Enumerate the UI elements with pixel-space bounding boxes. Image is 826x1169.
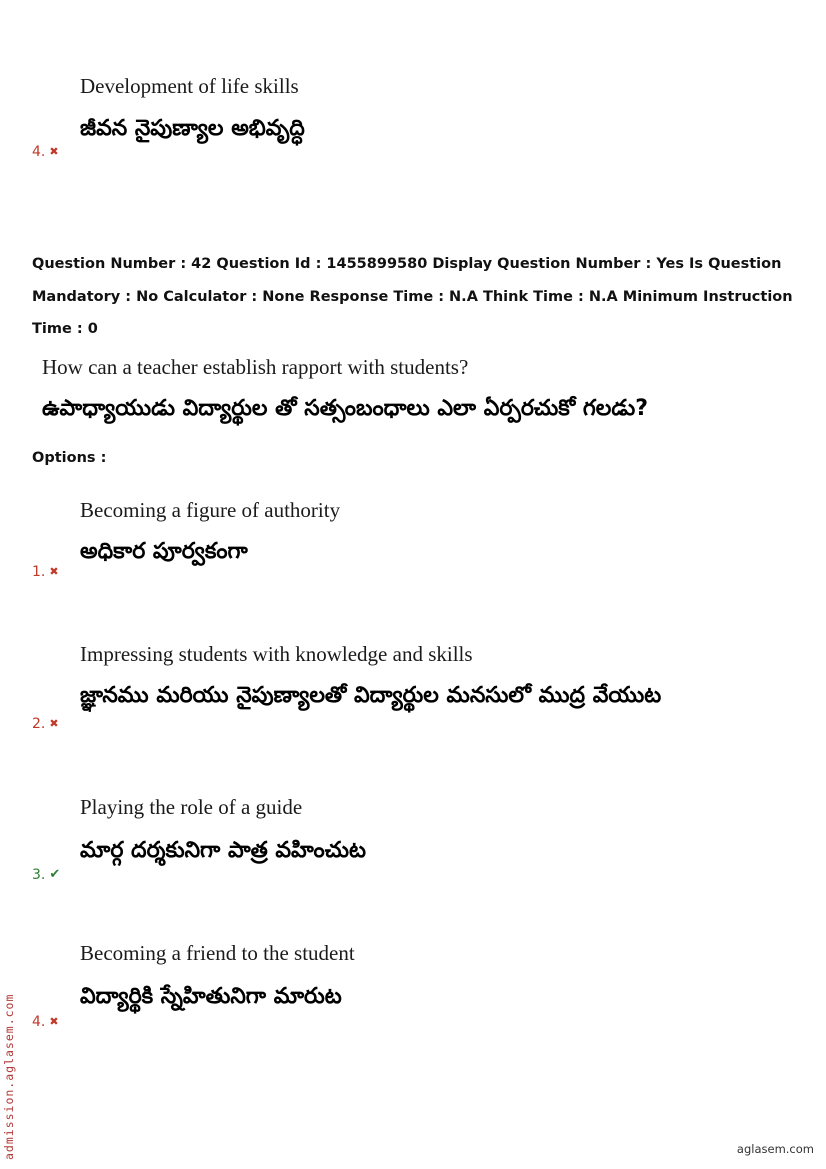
option-4-number-label: 4.	[32, 1014, 46, 1030]
prev-option-number	[32, 144, 59, 160]
cross-icon: ✖	[49, 1015, 59, 1028]
cross-icon: ✖	[49, 565, 59, 578]
prev-option-telugu: జీవన నైపుణ్యాల అభివృద్ధి	[80, 116, 305, 141]
option-3-telugu: మార్గ దర్శకునిగా పాత్ర వహించుట	[80, 838, 367, 863]
option-1-number	[32, 564, 59, 580]
option-2-english: Impressing students with knowledge and skills	[80, 642, 473, 666]
option-4-number	[32, 1014, 59, 1030]
option-4-english: Becoming a friend to the student	[80, 941, 355, 965]
question-telugu: ఉపాధ్యాయుడు విద్యార్థుల తో సత్సంబంధాలు ఎలా ఏర్పరచుకో గలడు?	[42, 396, 648, 421]
cross-icon: ✖	[49, 145, 59, 158]
watermark: admission.aglasem.com	[2, 993, 16, 1160]
option-2-number-label: 2.	[32, 716, 46, 732]
question-meta-line-3: Time : 0	[32, 321, 98, 337]
option-3-number-label: 3.	[32, 867, 46, 883]
option-3-number	[32, 867, 60, 883]
footer-brand[interactable]: aglasem.com	[736, 1142, 814, 1156]
prev-option-english: Development of life skills	[80, 74, 299, 98]
question-meta-line-1: Question Number : 42 Question Id : 1455899580 Display Question Number : Yes Is Question	[32, 256, 782, 272]
option-1-number-label: 1.	[32, 564, 46, 580]
options-label: Options :	[32, 450, 107, 466]
check-icon: ✔	[49, 867, 61, 882]
prev-option-number-label: 4.	[32, 144, 46, 160]
question-meta-line-2: Mandatory : No Calculator : None Response Time : N.A Think Time : N.A Minimum Instruction	[32, 288, 793, 305]
option-2-number	[32, 716, 59, 732]
option-3-english: Playing the role of a guide	[80, 795, 303, 819]
option-4-telugu: విద్యార్థికి స్నేహితునిగా మారుట	[80, 984, 342, 1009]
option-1-english: Becoming a figure of authority	[80, 498, 341, 522]
option-1-telugu: అధికార పూర్వకంగా	[80, 539, 248, 564]
question-english: How can a teacher establish rapport with students?	[42, 355, 469, 379]
option-2-telugu: జ్ఞానము మరియు నైపుణ్యాలతో విద్యార్థుల మనసులో ముద్ర వేయుట	[80, 683, 662, 708]
cross-icon: ✖	[49, 717, 59, 730]
question-meta	[32, 248, 812, 346]
